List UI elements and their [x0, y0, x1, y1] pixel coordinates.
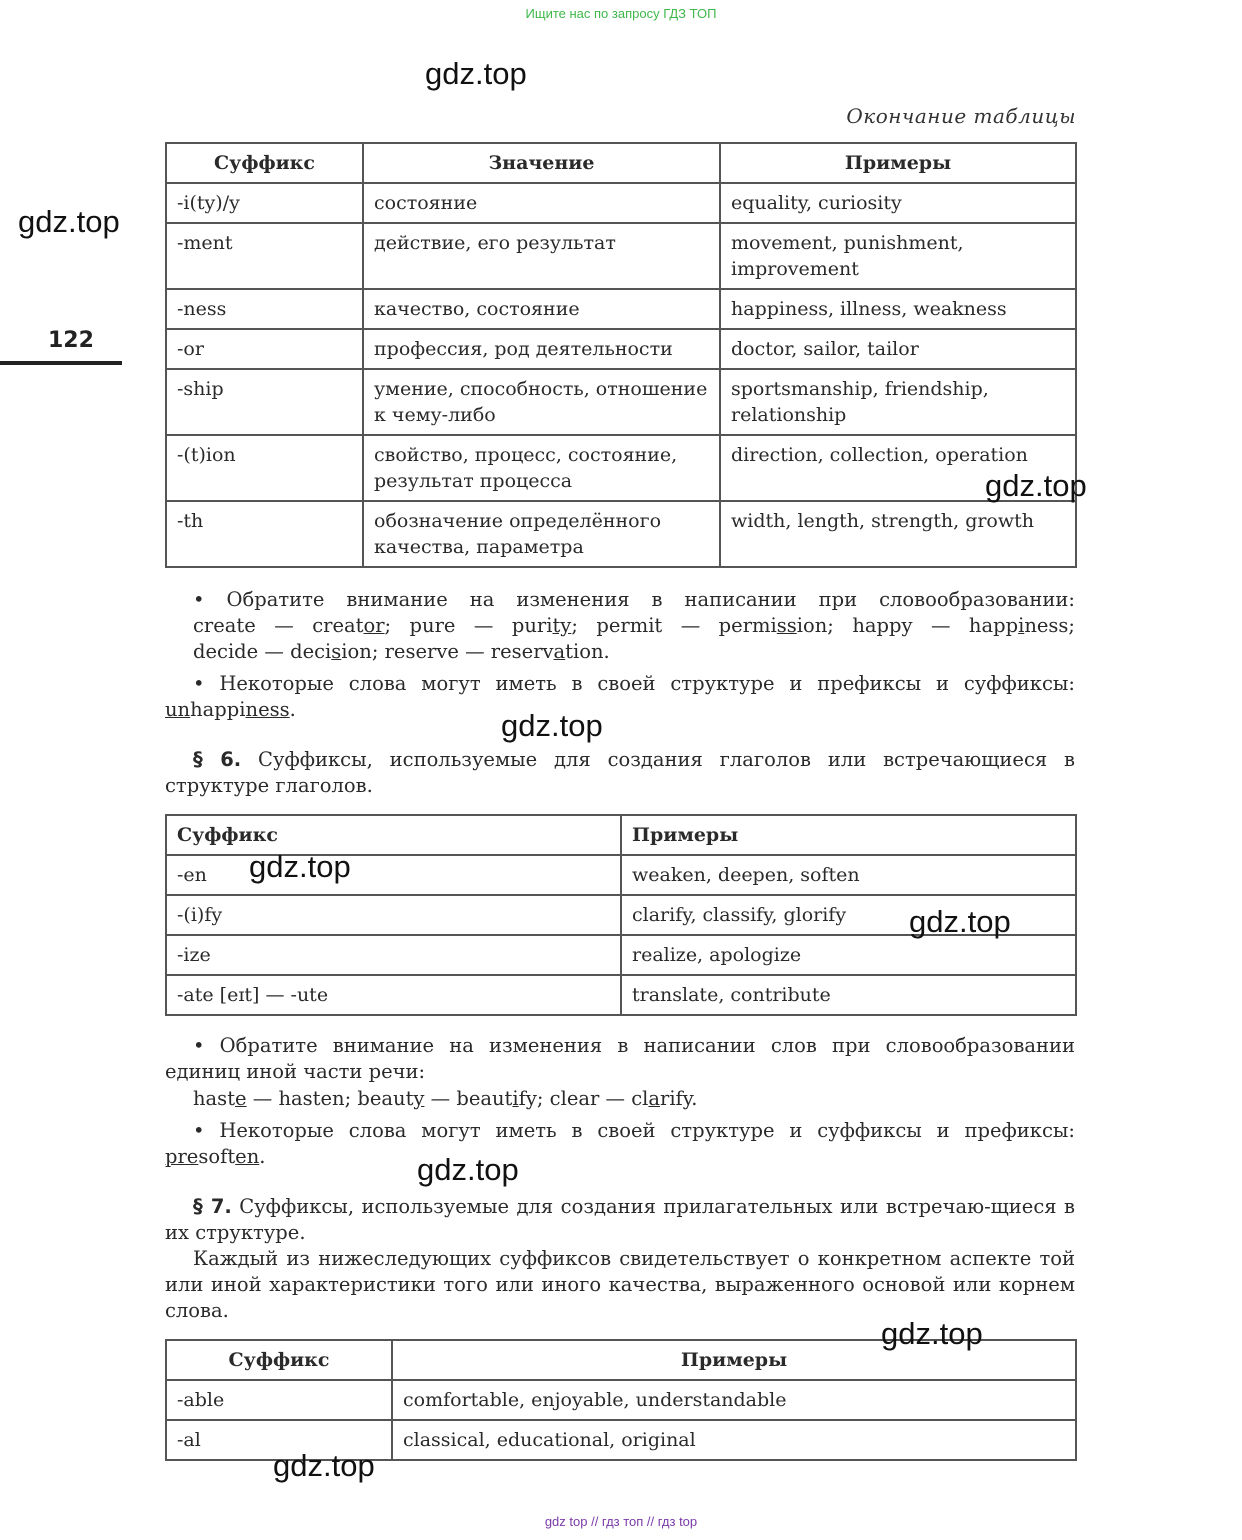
- underlined-part: pre: [165, 1145, 199, 1168]
- spelling-examples-line-1: [165, 613, 1075, 639]
- watermark: gdz.top: [881, 1316, 983, 1351]
- section-text: Суффиксы, используемые для создания глаголов или встречающиеся в структуре глаголов.: [165, 748, 1075, 797]
- meaning-cell: состояние: [363, 183, 720, 223]
- examples-cell: movement, punishment, improvement: [720, 223, 1076, 289]
- examples-cell: sportsmanship, friendship, relationship: [720, 369, 1076, 435]
- section-text: Суффиксы, используемые для создания прилагательных или встречаю-щиеся в их структуре.: [165, 1195, 1076, 1244]
- spelling-note-verbs: [165, 1033, 1075, 1085]
- example-text: ion; happy — happ: [796, 614, 1019, 637]
- section-7-heading: [165, 1194, 1075, 1246]
- examples-cell: weaken, deepen, soften: [621, 855, 1076, 895]
- section-7-paragraph: [165, 1246, 1075, 1324]
- note-text: • Некоторые слова могут иметь в своей структуре и суффиксы и префиксы:: [193, 1119, 1075, 1142]
- note-text: • Обратите внимание на изменения в написании слов при словообразовании единиц иной части речи:: [165, 1034, 1075, 1083]
- header-suffix: Суффикс: [166, 1340, 392, 1380]
- table-row: [166, 183, 1076, 223]
- suffix-cell: -i(ty)/y: [166, 183, 363, 223]
- suffix-cell: -able: [166, 1380, 392, 1420]
- noun-suffix-table: [165, 142, 1077, 568]
- watermark: gdz.top: [249, 849, 351, 884]
- adjective-suffix-table: [165, 1339, 1077, 1461]
- underlined-part: ness: [245, 698, 290, 721]
- paragraph-text: Каждый из нижеследующих суффиксов свидетельствует о конкретном аспекте той или иной характеристики того или иного качества, выраженного основой или корнем слова.: [165, 1247, 1075, 1322]
- example-text: tion.: [565, 640, 610, 663]
- top-banner: Ищите нас по запросу ГДЗ ТОП: [525, 6, 717, 21]
- spelling-note-nouns: [165, 587, 1075, 613]
- underlined-part: i: [1018, 614, 1025, 637]
- example-text: create — creat: [193, 614, 364, 637]
- underlined-part: e: [235, 1087, 247, 1110]
- table-header-row: [166, 143, 1076, 183]
- example-text: — beaut: [424, 1087, 513, 1110]
- table-row: [166, 289, 1076, 329]
- header-examples: Примеры: [392, 1340, 1076, 1380]
- meaning-cell: свойство, процесс, состояние, результат процесса: [363, 435, 720, 501]
- example-text: ; permit — permi: [571, 614, 777, 637]
- table-row: [166, 975, 1076, 1015]
- example-text: fy; clear — cl: [518, 1087, 649, 1110]
- suffix-cell: -(i)fy: [166, 895, 621, 935]
- underlined-part: i: [512, 1087, 519, 1110]
- example-text: ness;: [1024, 614, 1075, 637]
- suffix-cell: -en: [166, 855, 621, 895]
- underlined-part: a: [648, 1087, 660, 1110]
- example-text: decide — deci: [193, 640, 332, 663]
- watermark: gdz.top: [985, 468, 1087, 503]
- underlined-part: en: [235, 1145, 260, 1168]
- example-text: soft: [198, 1145, 236, 1168]
- suffix-cell: -ize: [166, 935, 621, 975]
- examples-cell: comfortable, enjoyable, understandable: [392, 1380, 1076, 1420]
- header-examples: Примеры: [621, 815, 1076, 855]
- example-text: hast: [193, 1087, 236, 1110]
- header-suffix: Суффикс: [166, 815, 621, 855]
- watermark: gdz.top: [18, 204, 120, 239]
- suffix-cell: -ate [eɪt] — -ute: [166, 975, 621, 1015]
- section-number: § 6.: [193, 748, 242, 771]
- watermark: gdz.top: [501, 708, 603, 743]
- table-row: [166, 369, 1076, 435]
- page-number-rule: [0, 361, 122, 365]
- prefix-suffix-note-nouns: [165, 671, 1075, 723]
- watermark: gdz.top: [909, 904, 1011, 939]
- note-text: • Обратите внимание на изменения в написании при словообразовании:: [193, 588, 1075, 611]
- table-row: [166, 435, 1076, 501]
- spelling-examples-verbs: [165, 1086, 1075, 1112]
- suffix-cell: -al: [166, 1420, 392, 1460]
- suffix-cell: -ship: [166, 369, 363, 435]
- prefix-suffix-note-verbs: [165, 1118, 1075, 1170]
- examples-cell: happiness, illness, weakness: [720, 289, 1076, 329]
- underlined-part: un: [165, 698, 191, 721]
- examples-cell: width, length, strength, growth: [720, 501, 1076, 567]
- header-meaning: Значение: [363, 143, 720, 183]
- examples-cell: doctor, sailor, tailor: [720, 329, 1076, 369]
- examples-cell: classical, educational, original: [392, 1420, 1076, 1460]
- meaning-cell: умение, способность, отношение к чему-либо: [363, 369, 720, 435]
- watermark: gdz.top: [417, 1152, 519, 1187]
- example-text: — hasten; beaut: [246, 1087, 414, 1110]
- suffix-cell: -th: [166, 501, 363, 567]
- page-number: 122: [48, 328, 94, 353]
- table-row: [166, 223, 1076, 289]
- suffix-cell: -ness: [166, 289, 363, 329]
- footer-links: gdz top // гдз топ // гдз top: [544, 1514, 698, 1529]
- watermark: gdz.top: [425, 56, 527, 91]
- table-row: [166, 501, 1076, 567]
- example-text: .: [259, 1145, 266, 1168]
- header-suffix: Суффикс: [166, 143, 363, 183]
- header-examples: Примеры: [720, 143, 1076, 183]
- examples-cell: direction, collection, operation: [720, 435, 1076, 501]
- spelling-examples-line-2: [165, 639, 1075, 665]
- underlined-part: or: [363, 614, 385, 637]
- example-text: rify.: [660, 1087, 698, 1110]
- watermark: gdz.top: [273, 1448, 375, 1483]
- underlined-part: y: [413, 1087, 425, 1110]
- note-text: • Некоторые слова могут иметь в своей структуре и префиксы и суффиксы:: [193, 672, 1075, 695]
- table-row: [166, 1380, 1076, 1420]
- example-text: ; pure — puri: [384, 614, 553, 637]
- example-text: ion; reserve — reserv: [341, 640, 554, 663]
- meaning-cell: обозначение определённого качества, параметра: [363, 501, 720, 567]
- suffix-cell: -ment: [166, 223, 363, 289]
- example-text: .: [289, 698, 296, 721]
- suffix-cell: -or: [166, 329, 363, 369]
- meaning-cell: качество, состояние: [363, 289, 720, 329]
- examples-cell: equality, curiosity: [720, 183, 1076, 223]
- examples-cell: realize, apologize: [621, 935, 1076, 975]
- underlined-part: s: [331, 640, 342, 663]
- table-row: [166, 935, 1076, 975]
- meaning-cell: профессия, род деятельности: [363, 329, 720, 369]
- suffix-cell: -(t)ion: [166, 435, 363, 501]
- underlined-part: a: [553, 640, 566, 663]
- underlined-part: ty: [552, 614, 572, 637]
- section-6-heading: [165, 747, 1075, 799]
- table-continuation-caption: Окончание таблицы: [846, 104, 1076, 128]
- examples-cell: clarify, classify, glorify: [621, 895, 1076, 935]
- section-number: § 7.: [193, 1195, 232, 1218]
- meaning-cell: действие, его результат: [363, 223, 720, 289]
- underlined-part: ss: [776, 614, 797, 637]
- examples-cell: translate, contribute: [621, 975, 1076, 1015]
- example-text: happi: [190, 698, 246, 721]
- table-row: [166, 329, 1076, 369]
